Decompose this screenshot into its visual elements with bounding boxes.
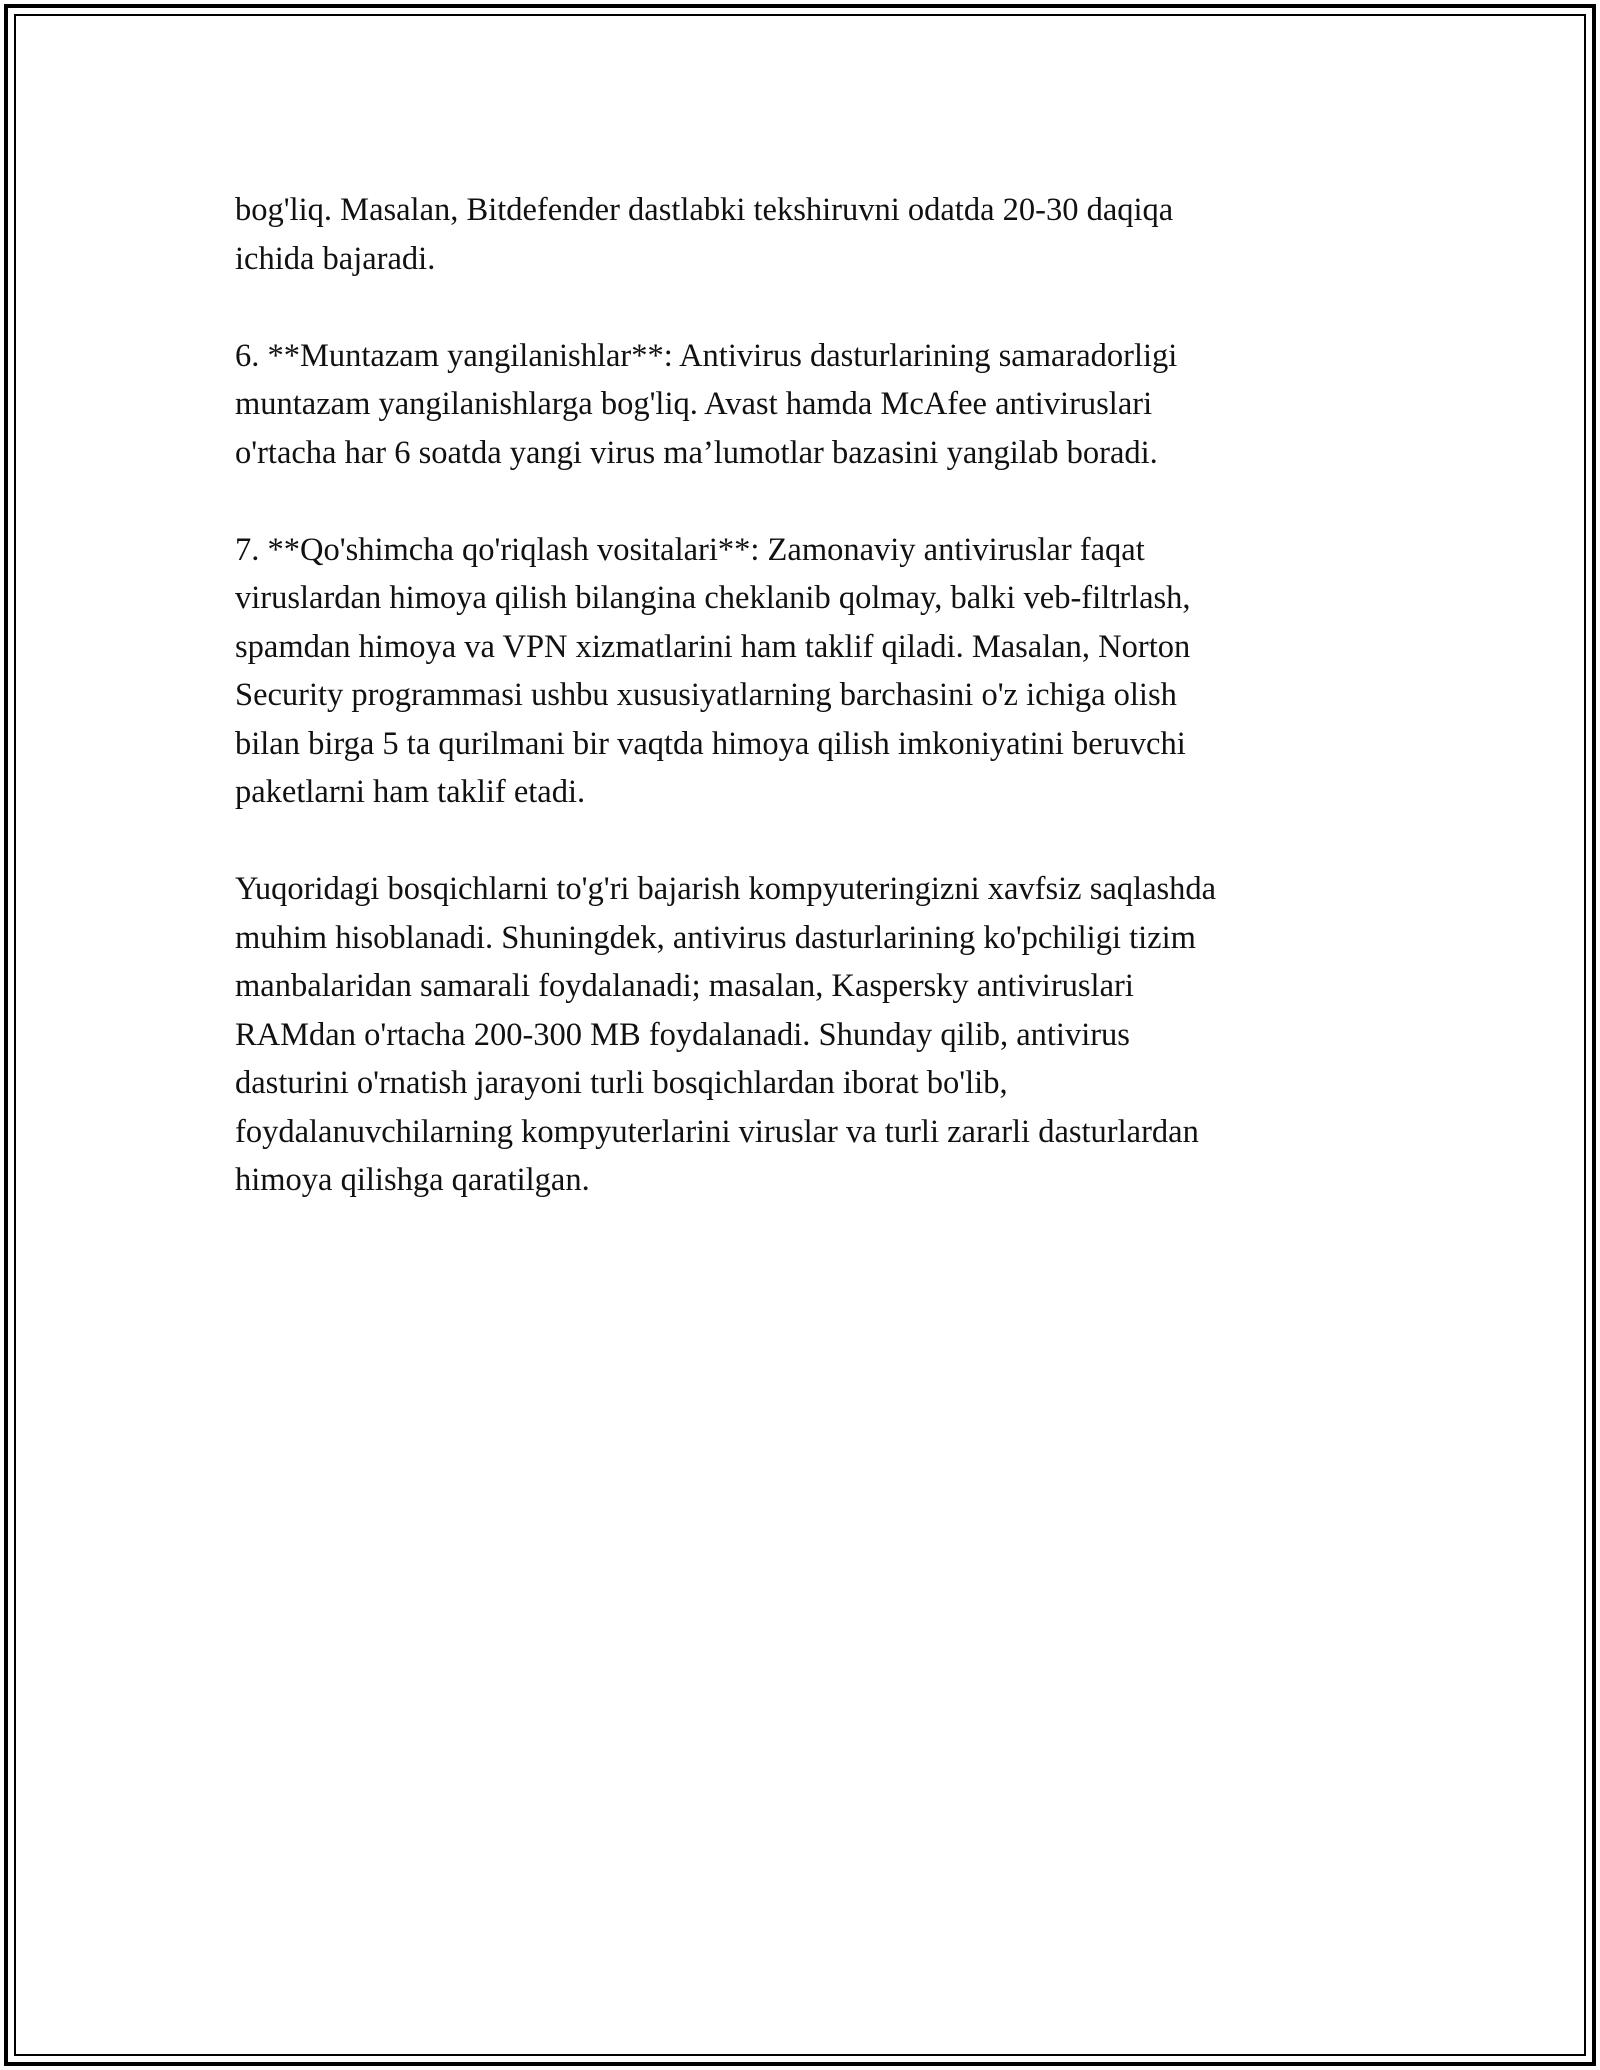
text-line: o'rtacha har 6 soatda yangi virus ma’lumotlar bazasini yangilab boradi. [235,434,1158,471]
paragraph-bitdefender-continuation [235,186,1365,283]
text-line: foydalanuvchilarning kompyuterlarini viruslar va turli zararli dasturlardan [235,1113,1199,1150]
text-line: Yuqoridagi bosqichlarni to'g'ri bajarish kompyuteringizni xavfsiz saqlashda [235,871,1217,907]
text-line: paketlarni ham taklif etadi. [235,774,586,810]
document-body [235,186,1365,1253]
text-line: Security programmasi ushbu xususiyatlarning barchasini o'z ichiga olish [235,677,1177,713]
text-line: ichida bajaradi. [235,240,436,277]
text-line: manbalaridan samarali foydalanadi; masalan, Kaspersky antiviruslari [235,968,1134,1004]
text-line: muntazam yangilanishlarga bog'liq. Avast hamda McAfee antiviruslari [235,386,1153,422]
paragraph-additional-protection [235,526,1365,817]
text-line: himoya qilishga qaratilgan. [235,1162,590,1198]
text-line: muhim hisoblanadi. Shuningdek, antivirus dasturlarining ko'pchiligi tizim [235,919,1196,956]
text-line: dasturini o'rnatish jarayoni turli bosqichlardan iborat bo'lib, [235,1065,1008,1101]
text-line: bilan birga 5 ta qurilmani bir vaqtda himoya qilish imkoniyatini beruvchi [235,725,1186,762]
text-line: RAMdan o'rtacha 200-300 MB foydalanadi. Shunday qilib, antivirus [235,1016,1130,1053]
text-line: viruslardan himoya qilish bilangina cheklanib qolmay, balki veb-filtrlash, [235,580,1191,616]
text-line: 6. **Muntazam yangilanishlar**: Antivirus dasturlarining samaradorligi [235,337,1178,374]
text-line: 7. **Qo'shimcha qo'riqlash vositalari**: Zamonaviy antiviruslar faqat [235,531,1145,568]
paragraph-regular-updates [235,332,1365,478]
text-line: spamdan himoya va VPN xizmatlarini ham taklif qiladi. Masalan, Norton [235,628,1191,665]
text-line: bog'liq. Masalan, Bitdefender dastlabki tekshiruvni odatda 20-30 daqiqa [235,192,1174,228]
paragraph-conclusion [235,865,1365,1205]
